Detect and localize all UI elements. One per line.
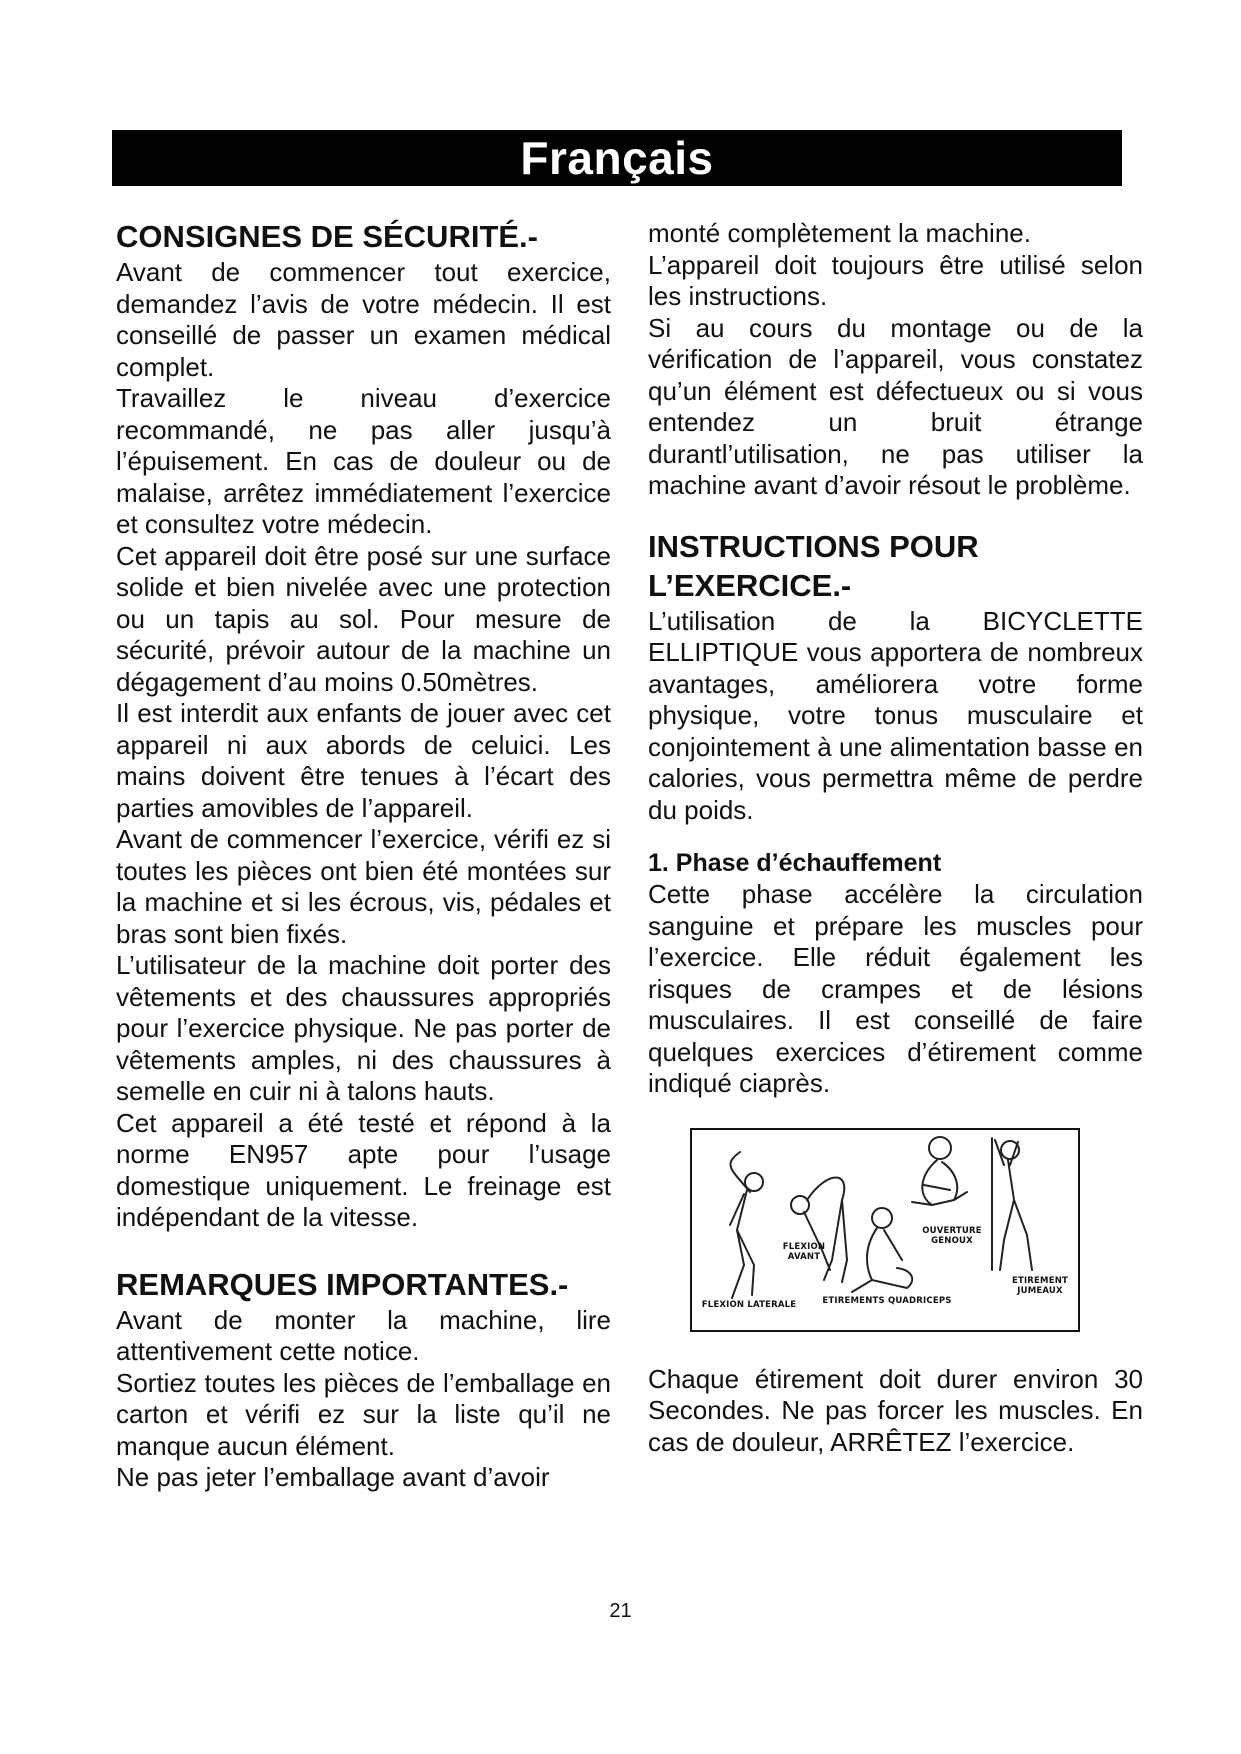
- instructions-heading-line2: L’EXERCICE.-: [648, 567, 852, 603]
- remarks-paragraph: Sortiez toutes les pièces de l’emballage en carton et vérifi ez sur la liste qu’il ne manque aucun élément.: [116, 1367, 611, 1461]
- label-ouverture-genoux-line1: OUVERTURE: [922, 1225, 982, 1236]
- stretch-duration-paragraph: Chaque étirement doit durer environ 30 Secondes. Ne pas forcer les muscles. En cas de douleur, ARRÊTEZ l’exercice.: [648, 1363, 1143, 1457]
- safety-paragraph: Il est interdit aux enfants de jouer avec cet appareil ni aux abords de celuici. Les mains doivent être tenues à l’écart des parties amovibles de l’appareil.: [116, 698, 611, 823]
- label-flexion-avant-line1: FLEXION: [782, 1241, 826, 1252]
- figure-lateral-flexion-body: [732, 1190, 754, 1298]
- remarks-continued-paragraph: L’appareil doit toujours être utilisé selon les instructions.: [648, 249, 1143, 311]
- label-etirement-jumeaux-line2: JUMEAUX: [1017, 1285, 1063, 1296]
- safety-heading: CONSIGNES DE SÉCURITÉ.-: [116, 219, 538, 254]
- safety-paragraph: Avant de commencer tout exercice, demandez l’avis de votre médecin. Il est conseillé de passer un examen médical complet.: [116, 257, 611, 382]
- label-flexion-laterale: FLEXION LATERALE: [701, 1299, 797, 1310]
- instructions-heading-line1: INSTRUCTIONS POUR: [648, 528, 979, 564]
- label-etirements-quadriceps: ETIREMENTS QUADRICEPS: [822, 1295, 952, 1306]
- left-column: [116, 218, 611, 1494]
- safety-paragraph: L’utilisateur de la machine doit porter des vêtements et des chaussures appropriés pour l’exercice physique. Ne pas porter de vêtements amples, ni des chaussures à semelle en cuir ni à talons hauts.: [116, 950, 611, 1106]
- figure-quadriceps-body: [852, 1228, 912, 1292]
- figure-calf-stretch-body: [995, 1140, 1032, 1270]
- language-title: Français: [520, 132, 714, 184]
- safety-paragraph: Cet appareil a été testé et répond à la norme EN957 apte pour l’usage domestique uniquement. Le freinage est indépendant de la vitesse.: [116, 1107, 611, 1232]
- language-banner: [112, 130, 1122, 186]
- safety-paragraph: Cet appareil doit être posé sur une surface solide et bien nivelée avec une protection ou un tapis au sol. Pour mesure de sécurité, prévoir autour de la machine un dégagement d’au moins 0.50mètres.: [116, 540, 611, 697]
- figure-quadriceps-head: [872, 1208, 892, 1228]
- remarks-paragraph: Avant de monter la machine, lire attentivement cette notice.: [116, 1304, 611, 1366]
- warmup-paragraph: Cette phase accélère la circulation sanguine et prépare les muscles pour l’exercice. Elle réduit également les risques de crampes et de lésions musculaires. Il est conseillé de faire quelques exercices d’étirement comme indiqué ciaprès.: [648, 879, 1143, 1098]
- remarks-paragraph: Ne pas jeter l’emballage avant d’avoir: [116, 1462, 550, 1492]
- figure-forward-flexion-head: [791, 1196, 809, 1214]
- remarks-continued-paragraph: monté complètement la machine.: [648, 218, 1031, 248]
- stretching-illustration: [690, 1128, 1080, 1332]
- warmup-heading: 1. Phase d’échauffement: [648, 849, 942, 877]
- label-ouverture-genoux-line2: GENOUX: [931, 1235, 973, 1246]
- label-etirement-jumeaux-line1: ETIREMENT: [1011, 1275, 1069, 1286]
- instructions-paragraph: L’utilisation de la BICYCLETTE ELLIPTIQUE vous apportera de nombreux avantages, améliorera votre forme physique, votre tonus musculaire et conjointement à une alimentation basse en calories, vous permettra même de perdre du poids.: [648, 605, 1143, 825]
- figure-knee-opening-head: [929, 1137, 951, 1159]
- safety-paragraph: Travaillez le niveau d’exercice recommandé, ne pas aller jusqu’à l’épuisement. En cas de douleur ou de malaise, arrêtez immédiatement l’exercice et consultez votre médecin.: [116, 383, 611, 539]
- figure-quadriceps-arms: [884, 1230, 902, 1260]
- page-number: 21: [609, 1600, 632, 1622]
- remarks-continued-paragraph: Si au cours du montage ou de la vérification de l’appareil, vous constatez qu’un élément est défectueux ou si vous entendez un bruit étrange durantl’utilisation, ne pas utiliser la machine avant d’avoir résout le problème.: [648, 312, 1143, 500]
- safety-paragraph: Avant de commencer l’exercice, vérifi ez si toutes les pièces ont bien été montées sur la machine et si les écrous, vis, pédales et bras sont bien fixés.: [116, 824, 611, 949]
- label-flexion-avant-line2: AVANT: [787, 1251, 821, 1262]
- figure-knee-opening-body: [922, 1160, 957, 1205]
- remarks-heading: REMARQUES IMPORTANTES.-: [116, 1266, 569, 1302]
- figure-calf-stretch-head: [1001, 1141, 1019, 1159]
- right-column: [648, 218, 1143, 1458]
